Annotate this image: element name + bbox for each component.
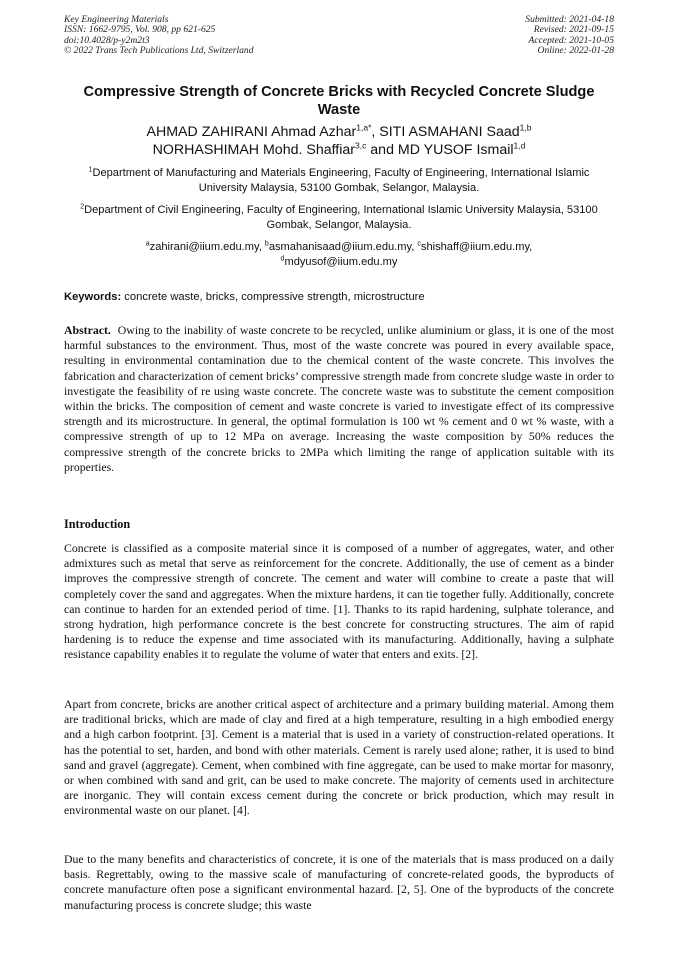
author-name: AHMAD ZAHIRANI Ahmad Azhar (146, 124, 357, 140)
submission-dates (525, 15, 614, 57)
author-name: NORHASHIMAH Mohd. Shaffiar (152, 142, 355, 158)
author-list (64, 123, 614, 159)
author-separator: and (366, 142, 398, 158)
journal-info (64, 15, 254, 57)
date-online: Online: 2022-01-28 (537, 45, 614, 57)
date-submitted: Submitted: 2021-04-18 (525, 14, 614, 25)
author-name: SITI ASMAHANI Saad (379, 124, 520, 140)
affiliation-mark: 1 (88, 166, 93, 174)
affiliation-text: Department of Civil Engineering, Faculty of Engineering, International Islamic University Malaysia, 53100 Gombak, Selangor, Malaysia. (84, 204, 598, 231)
introduction-paragraph: Concrete is classified as a composite material since it is composed of a number of aggregates, water, and other admixtures such as metal that serve as reinforcement for the concrete. Additionally, the use of cement as a binder improves the compressive strength of concrete. The cement and water will combine to create a paste that will completely cover the sand and aggregates. When the mixture hardens, it can tie together fully. Additionally, concrete can continue to harden for an extended period of time. [1]. Thanks to its rapid hardening, sulphate tolerance, and strong hydration, high performance concrete is the best concrete for constructing structures. The aim of rapid hardening is to reduce the expense and time associated with its manufacturing. Additionally, having a sulphate resistance capability enables it to regulate the volume of water that enters and exits. [2]. (64, 541, 614, 662)
affiliation-mark: 2 (80, 203, 85, 211)
abstract (64, 323, 617, 475)
author-emails (64, 240, 614, 269)
author-name: MD YUSOF Ismail (397, 142, 514, 158)
email-mark: b (264, 240, 269, 248)
author-affiliation-mark: 1,b (519, 122, 532, 133)
email-mark: c (417, 240, 421, 248)
introduction-paragraph: Due to the many benefits and characteristics of concrete, it is one of the materials that is mass produced on a daily basis. Regrettably, owing to the massive scale of manufacturing of concrete-related goods, the byproducts of concrete manufacture often pose a significant environmental hazard. [2, 5]. One of the byproducts of the concrete manufacturing process is concrete sludge; this waste (64, 852, 614, 912)
section-heading-introduction: Introduction (64, 517, 131, 531)
author-affiliation-mark: 3,c (355, 140, 367, 151)
email-address: mdyusof@iium.edu.my (284, 255, 398, 268)
email-address: asmahanisaad@iium.edu.my, (268, 241, 418, 253)
keywords-label: Keywords: (64, 291, 122, 303)
keywords-text: concrete waste, bricks, compressive strength, microstructure (121, 291, 425, 303)
affiliation-text: Department of Manufacturing and Materials Engineering, Faculty of Engineering, International Islamic University Malaysia, 53100 Gombak, Selangor, Malaysia. (92, 167, 590, 194)
email-mark: a (145, 240, 150, 248)
email-address: zahirani@iium.edu.my, (149, 241, 265, 253)
journal-doi: doi:10.4028/p-y2m2t3 (64, 34, 150, 46)
date-revised: Revised: 2021-09-15 (533, 24, 614, 36)
abstract-label: Abstract. (64, 323, 111, 337)
introduction-paragraph: Apart from concrete, bricks are another critical aspect of architecture and a primary building material. Among them are traditional bricks, which are made of clay and fired at a high temperature, resulting in a high embodied energy and a high carbon footprint. [3]. Cement is a material that is used in a variety of construction-related operations. It has the potential to set, harden, and bond with other materials. Cement is rarely used alone; rather, it is used to bind sand and gravel (aggregate). Cement, when combined with fine aggregate, can be used to make mortar for masonry, or when combined with sand and grit, can be used to make concrete. The majority of cements used in architecture are inorganic. They will contain excess cement during the concrete or brick production, which may result in environmental waste on our planet. [4]. (64, 697, 614, 818)
paper-title: Compressive Strength of Concrete Bricks with Recycled Concrete Sludge Waste (83, 84, 595, 118)
journal-name: Key Engineering Materials (64, 14, 169, 25)
email-address: shishaff@iium.edu.my, (420, 241, 533, 253)
keywords (64, 290, 614, 304)
abstract-text: Owing to the inability of waste concrete to be recycled, unlike aluminium or glass, it is one of the most harmful substances to the environment. Thus, most of the waste concrete was poured in every available space, resulting in environmental contamination due to the chemical content of the waste concrete. This involves the fabrication and characterization of cement bricks’ compressive strength made from concrete sludge waste in order to investigate the feasibility of re using waste concrete. The concrete waste was to substitute the cement composition within the bricks. The composition of cement and waste concrete is varied to investigate effect of its compressive strength and its microstructure. In general, the optimal formulation is 100 wt % cement and 0 wt % waste, with a compressive strength of up to 12 MPa on average. Increasing the waste composition by 50% reduces the compressive strength of the concrete bricks to 2MPa which limiting the range of application suitable with its properties. (64, 323, 617, 474)
journal-issn: ISSN: 1662-9795, Vol. 908, pp 621-625 (64, 24, 216, 36)
affiliation (64, 166, 614, 196)
author-affiliation-mark: 1,a* (356, 122, 372, 133)
affiliation (64, 203, 614, 233)
email-mark: d (280, 254, 285, 262)
date-accepted: Accepted: 2021-10-05 (528, 34, 614, 46)
journal-copyright: © 2022 Trans Tech Publications Ltd, Switzerland (64, 45, 254, 57)
author-separator: , (371, 124, 380, 140)
author-affiliation-mark: 1,d (513, 140, 526, 151)
